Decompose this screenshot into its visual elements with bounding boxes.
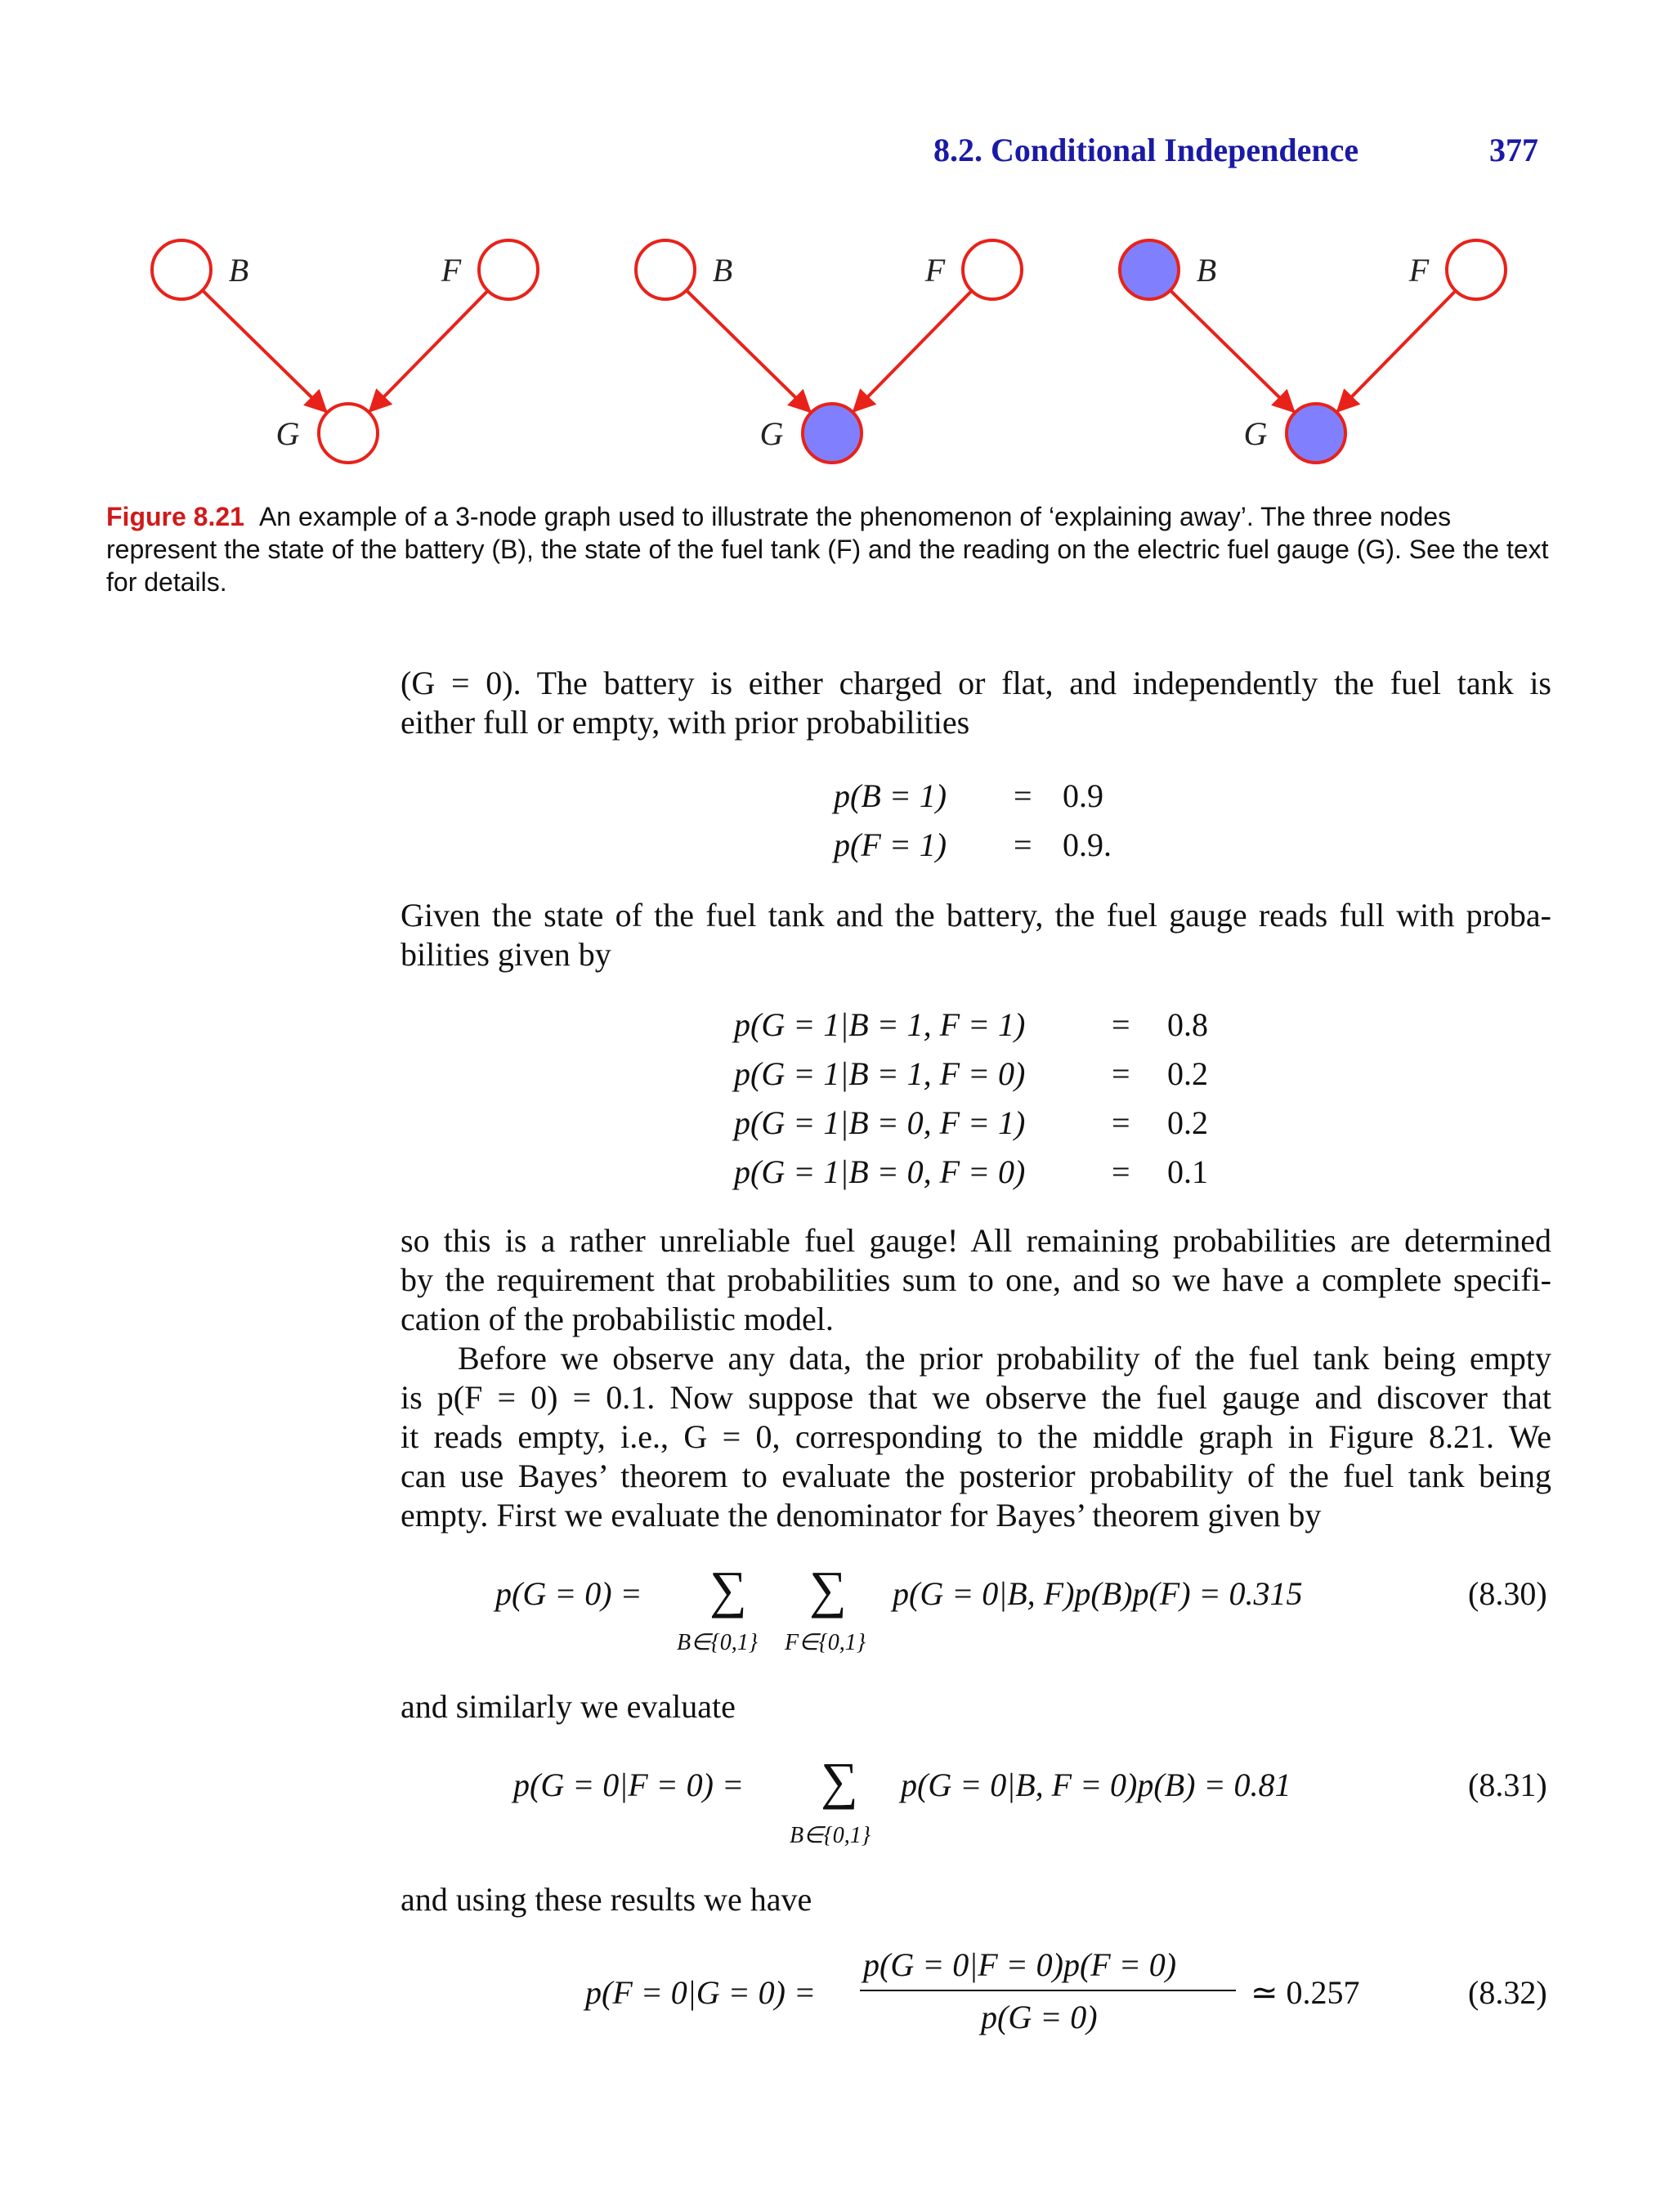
graph-1: [152, 240, 538, 463]
eq-rel: =: [1112, 1104, 1130, 1141]
text-line: bilities given by: [401, 936, 611, 973]
paragraph-bayes: [401, 1339, 1551, 1535]
edge-f-to-g: [370, 291, 488, 411]
node-f: [1447, 240, 1506, 299]
text-line: and similarly we evaluate: [401, 1688, 736, 1725]
text-line: is p(F = 0) = 0.1. Now suppose that we observe the fuel gauge and discover that: [401, 1379, 1551, 1416]
text-line: empty. First we evaluate the denominator for Bayes’ theorem given by: [401, 1497, 1322, 1534]
eq-lhs: p(G = 0|F = 0) =: [513, 1766, 744, 1803]
node-f: [479, 240, 538, 299]
node-label-b: B: [712, 252, 733, 289]
equation-number: (8.30): [1468, 1575, 1547, 1612]
sum-subscript: B∈{0,1}: [790, 1823, 871, 1848]
eq-lhs: p(F = 1): [834, 826, 947, 863]
edge-b-to-g: [1170, 290, 1294, 411]
eq-rhs: 0.9.: [1063, 826, 1112, 863]
eq-lhs: p(F = 0|G = 0) =: [585, 1974, 816, 2011]
eq-lhs: p(G = 1|B = 1, F = 1): [734, 1006, 1026, 1043]
eq-rhs: p(G = 0|B, F)p(B)p(F) = 0.315: [893, 1575, 1303, 1612]
node-label-g: G: [759, 415, 784, 452]
eq-lhs: p(B = 1): [834, 777, 947, 814]
text-line: it reads empty, i.e., G = 0, corresponding to the middle graph in Figure 8.21. We: [401, 1418, 1551, 1455]
node-g-observed: [803, 404, 862, 463]
node-g-observed: [1287, 404, 1345, 463]
figure-label: Figure 8.21: [106, 502, 244, 531]
sum-symbol: ∑: [709, 1560, 747, 1619]
eq-rhs: p(G = 0|B, F = 0)p(B) = 0.81: [901, 1766, 1291, 1803]
sum-subscript: F∈{0,1}: [785, 1630, 866, 1655]
eq-rhs: 0.9: [1063, 777, 1103, 814]
text-line: Before we observe any data, the prior probability of the fuel tank being empty: [458, 1340, 1551, 1377]
node-label-g: G: [275, 415, 300, 452]
eq-rel: =: [1014, 777, 1032, 814]
node-label-f: F: [924, 252, 946, 289]
edge-f-to-g: [1338, 291, 1456, 411]
eq-rhs: 0.1: [1167, 1153, 1208, 1190]
text-line: and using these results we have: [401, 1881, 812, 1918]
node-f: [963, 240, 1022, 299]
eq-rel: =: [1112, 1055, 1130, 1092]
paragraph-gauge: [401, 896, 1551, 974]
text-line: either full or empty, with prior probabilities: [401, 704, 970, 741]
eq-rel: =: [1112, 1006, 1130, 1043]
paragraph-similarly: [401, 1687, 1551, 1726]
page-number: 377: [1489, 132, 1538, 168]
paragraph-priors: [401, 664, 1551, 742]
eq-rel: =: [1112, 1153, 1130, 1190]
node-label-b: B: [1196, 252, 1217, 289]
node-g: [319, 404, 378, 463]
edge-b-to-g: [687, 290, 810, 411]
node-b: [636, 240, 695, 299]
graph-2: [636, 240, 1022, 463]
node-b: [152, 240, 211, 299]
eq-lhs: p(G = 1|B = 0, F = 0): [734, 1153, 1026, 1190]
figure-caption: [106, 500, 1553, 598]
eq-rhs: 0.8: [1167, 1006, 1208, 1043]
paragraph-unreliable: [401, 1221, 1551, 1339]
node-label-g: G: [1243, 415, 1268, 452]
running-header: 8.2. Conditional Independence: [933, 132, 1359, 168]
eq-lhs: p(G = 0) =: [495, 1575, 642, 1612]
text-line: can use Bayes’ theorem to evaluate the posterior probability of the fuel tank being: [401, 1458, 1551, 1494]
figure-caption-text: An example of a 3-node graph used to illustrate the phenomenon of ‘explaining away’. The three nodes represent the state of the battery (B), the state of the fuel tank (F) and the reading on the electric fuel gauge (G). See the text for details.: [106, 502, 1549, 597]
fraction-numerator: p(G = 0|F = 0)p(F = 0): [863, 1946, 1177, 1983]
edge-f-to-g: [854, 291, 972, 411]
text-line: by the requirement that probabilities sum to one, and so we have a complete specifi-: [401, 1261, 1551, 1298]
equation-number: (8.32): [1468, 1974, 1547, 2011]
paragraph-results: [401, 1880, 1551, 1919]
eq-rel: =: [1014, 826, 1032, 863]
text-line: (G = 0). The battery is either charged or flat, and independently the fuel tank is: [401, 665, 1551, 701]
sum-subscript: B∈{0,1}: [677, 1630, 758, 1655]
fraction-denominator: p(G = 0): [981, 1999, 1098, 2035]
eq-rhs: 0.2: [1167, 1055, 1208, 1092]
eq-lhs: p(G = 1|B = 0, F = 1): [734, 1104, 1026, 1141]
node-label-f: F: [1408, 252, 1430, 289]
node-label-f: F: [441, 252, 462, 289]
text-line: Given the state of the fuel tank and the battery, the fuel gauge reads full with proba-: [401, 897, 1551, 934]
eq-rhs: ≃ 0.257: [1251, 1974, 1360, 2011]
sum-symbol: ∑: [809, 1560, 847, 1619]
text-line: cation of the probabilistic model.: [401, 1301, 834, 1337]
eq-lhs: p(G = 1|B = 1, F = 0): [734, 1055, 1026, 1092]
node-label-b: B: [228, 252, 249, 289]
edge-b-to-g: [203, 290, 326, 411]
eq-rhs: 0.2: [1167, 1104, 1208, 1141]
explaining-away-figure: [139, 229, 1529, 474]
sum-symbol: ∑: [821, 1752, 858, 1810]
fraction-bar: [860, 1990, 1236, 1991]
node-b-observed: [1120, 240, 1179, 299]
text-line: so this is a rather unreliable fuel gauge! All remaining probabilities are determined: [401, 1222, 1551, 1259]
equation-number: (8.31): [1468, 1766, 1547, 1803]
graph-3: [1120, 240, 1506, 463]
